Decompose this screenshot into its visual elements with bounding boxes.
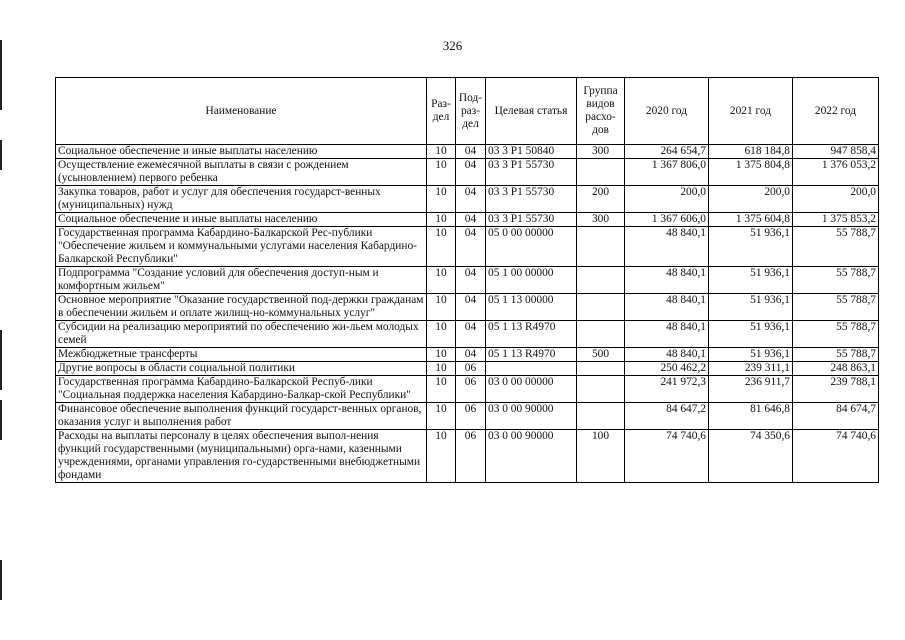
- cell-2020: 48 840,1: [625, 227, 709, 267]
- scan-mark: [0, 330, 2, 390]
- header-section: Раз-дел: [427, 78, 456, 145]
- cell-subsection: 06: [456, 403, 486, 430]
- cell-target: 03 3 P1 50840: [486, 145, 577, 159]
- cell-name: Подпрограмма "Создание условий для обеспечения доступ-ным и комфортным жильем": [56, 267, 427, 294]
- cell-2021: 51 936,1: [709, 348, 793, 362]
- cell-name: Осуществление ежемесячной выплаты в связи с рождением (усыновлением) первого ребенка: [56, 159, 427, 186]
- cell-name: Субсидии на реализацию мероприятий по обеспечению жи-льем молодых семей: [56, 321, 427, 348]
- cell-2022: 84 674,7: [793, 403, 879, 430]
- table-row: [56, 321, 879, 348]
- cell-name: Другие вопросы в области социальной политики: [56, 362, 427, 376]
- cell-subsection: 04: [456, 267, 486, 294]
- cell-section: 10: [427, 321, 456, 348]
- table-row: [56, 186, 879, 213]
- scan-mark: [0, 140, 2, 170]
- cell-target: 05 0 00 00000: [486, 227, 577, 267]
- table-row: [56, 227, 879, 267]
- cell-section: 10: [427, 267, 456, 294]
- cell-2022: 55 788,7: [793, 321, 879, 348]
- cell-subsection: 04: [456, 145, 486, 159]
- cell-section: 10: [427, 213, 456, 227]
- cell-target: 05 1 00 00000: [486, 267, 577, 294]
- cell-subsection: 04: [456, 186, 486, 213]
- budget-table: [55, 77, 879, 483]
- cell-expense-group: 200: [577, 186, 625, 213]
- scan-mark: [0, 560, 2, 600]
- cell-2021: 618 184,8: [709, 145, 793, 159]
- header-subsection: Под-раз-дел: [456, 78, 486, 145]
- cell-name: Основное мероприятие "Оказание государственной под-держки гражданам в обеспечении жильем и оплате жилищ-но-коммунальных услуг": [56, 294, 427, 321]
- cell-name: Расходы на выплаты персоналу в целях обеспечения выпол-нения функций государственными (муниципальными) орга-нами, казенными учреждениями, органами управления го-сударственными внебюджетными фондами: [56, 430, 427, 483]
- cell-2021: 74 350,6: [709, 430, 793, 483]
- cell-2021: 236 911,7: [709, 376, 793, 403]
- cell-2021: 239 311,1: [709, 362, 793, 376]
- cell-2022: 947 858,4: [793, 145, 879, 159]
- cell-expense-group: 500: [577, 348, 625, 362]
- cell-name: Закупка товаров, работ и услуг для обеспечения государст-венных (муниципальных) нужд: [56, 186, 427, 213]
- cell-2022: 200,0: [793, 186, 879, 213]
- table-row: [56, 376, 879, 403]
- header-2021: 2021 год: [709, 78, 793, 145]
- cell-subsection: 04: [456, 213, 486, 227]
- cell-name: Социальное обеспечение и иные выплаты населению: [56, 213, 427, 227]
- cell-section: 10: [427, 186, 456, 213]
- cell-name: Государственная программа Кабардино-Балкарской Рес-публики "Обеспечение жильем и коммунальными услугами населения Кабардино-Балкарской Республики": [56, 227, 427, 267]
- cell-2022: 239 788,1: [793, 376, 879, 403]
- header-expense-group: Группа видов расхо-дов: [577, 78, 625, 145]
- cell-2022: 55 788,7: [793, 348, 879, 362]
- cell-section: 10: [427, 145, 456, 159]
- cell-2022: 1 376 053,2: [793, 159, 879, 186]
- cell-section: 10: [427, 430, 456, 483]
- cell-expense-group: 300: [577, 145, 625, 159]
- cell-2020: 48 840,1: [625, 348, 709, 362]
- cell-target: 03 0 00 90000: [486, 430, 577, 483]
- cell-2021: 51 936,1: [709, 227, 793, 267]
- cell-section: 10: [427, 376, 456, 403]
- cell-subsection: 06: [456, 430, 486, 483]
- cell-2021: 51 936,1: [709, 294, 793, 321]
- cell-2020: 74 740,6: [625, 430, 709, 483]
- cell-2022: 1 375 853,2: [793, 213, 879, 227]
- cell-2022: 248 863,1: [793, 362, 879, 376]
- cell-target: 03 0 00 90000: [486, 403, 577, 430]
- header-name: Наименование: [56, 78, 427, 145]
- cell-section: 10: [427, 403, 456, 430]
- cell-2020: 1 367 806,0: [625, 159, 709, 186]
- cell-2021: 1 375 604,8: [709, 213, 793, 227]
- cell-expense-group: [577, 159, 625, 186]
- cell-subsection: 04: [456, 348, 486, 362]
- cell-section: 10: [427, 227, 456, 267]
- page-number: 326: [442, 38, 463, 53]
- table-row: [56, 145, 879, 159]
- header-target: Целевая статья: [486, 78, 577, 145]
- cell-target: 03 3 P1 55730: [486, 159, 577, 186]
- cell-2022: 74 740,6: [793, 430, 879, 483]
- cell-subsection: 06: [456, 362, 486, 376]
- table-row: [56, 348, 879, 362]
- cell-2020: 84 647,2: [625, 403, 709, 430]
- cell-section: 10: [427, 159, 456, 186]
- cell-target: 05 1 13 00000: [486, 294, 577, 321]
- cell-target: 03 3 P1 55730: [486, 213, 577, 227]
- cell-2021: 51 936,1: [709, 321, 793, 348]
- cell-2021: 1 375 804,8: [709, 159, 793, 186]
- cell-subsection: 04: [456, 294, 486, 321]
- cell-target: 03 3 P1 55730: [486, 186, 577, 213]
- cell-2021: 81 646,8: [709, 403, 793, 430]
- cell-subsection: 04: [456, 321, 486, 348]
- cell-expense-group: 300: [577, 213, 625, 227]
- header-row: [56, 78, 879, 145]
- cell-2020: 264 654,7: [625, 145, 709, 159]
- cell-2022: 55 788,7: [793, 227, 879, 267]
- cell-subsection: 04: [456, 227, 486, 267]
- table-row: [56, 403, 879, 430]
- cell-expense-group: 100: [577, 430, 625, 483]
- cell-section: 10: [427, 348, 456, 362]
- cell-2022: 55 788,7: [793, 267, 879, 294]
- table-row: [56, 213, 879, 227]
- cell-2021: 200,0: [709, 186, 793, 213]
- table-row: [56, 362, 879, 376]
- cell-2022: 55 788,7: [793, 294, 879, 321]
- cell-expense-group: [577, 362, 625, 376]
- cell-target: 05 1 13 R4970: [486, 348, 577, 362]
- cell-2020: 241 972,3: [625, 376, 709, 403]
- cell-2020: 48 840,1: [625, 294, 709, 321]
- cell-section: 10: [427, 294, 456, 321]
- cell-subsection: 04: [456, 159, 486, 186]
- cell-subsection: 06: [456, 376, 486, 403]
- cell-target: 03 0 00 00000: [486, 376, 577, 403]
- cell-name: Государственная программа Кабардино-Балкарской Респуб-лики "Социальная поддержка населения Кабардино-Балкар-ской Республики": [56, 376, 427, 403]
- cell-name: Межбюджетные трансферты: [56, 348, 427, 362]
- cell-expense-group: [577, 321, 625, 348]
- cell-expense-group: [577, 376, 625, 403]
- header-2020: 2020 год: [625, 78, 709, 145]
- scan-mark: [0, 400, 2, 440]
- cell-name: Социальное обеспечение и иные выплаты населению: [56, 145, 427, 159]
- cell-expense-group: [577, 403, 625, 430]
- table-row: [56, 294, 879, 321]
- cell-2021: 51 936,1: [709, 267, 793, 294]
- cell-name: Финансовое обеспечение выполнения функций государст-венных органов, оказания услуг и выполнения работ: [56, 403, 427, 430]
- cell-expense-group: [577, 294, 625, 321]
- cell-2020: 48 840,1: [625, 321, 709, 348]
- cell-expense-group: [577, 227, 625, 267]
- cell-expense-group: [577, 267, 625, 294]
- cell-2020: 250 462,2: [625, 362, 709, 376]
- cell-target: 05 1 13 R4970: [486, 321, 577, 348]
- header-2022: 2022 год: [793, 78, 879, 145]
- table-row: [56, 267, 879, 294]
- table-row: [56, 159, 879, 186]
- table-row: [56, 430, 879, 483]
- cell-2020: 48 840,1: [625, 267, 709, 294]
- cell-target: [486, 362, 577, 376]
- cell-section: 10: [427, 362, 456, 376]
- cell-2020: 1 367 606,0: [625, 213, 709, 227]
- cell-2020: 200,0: [625, 186, 709, 213]
